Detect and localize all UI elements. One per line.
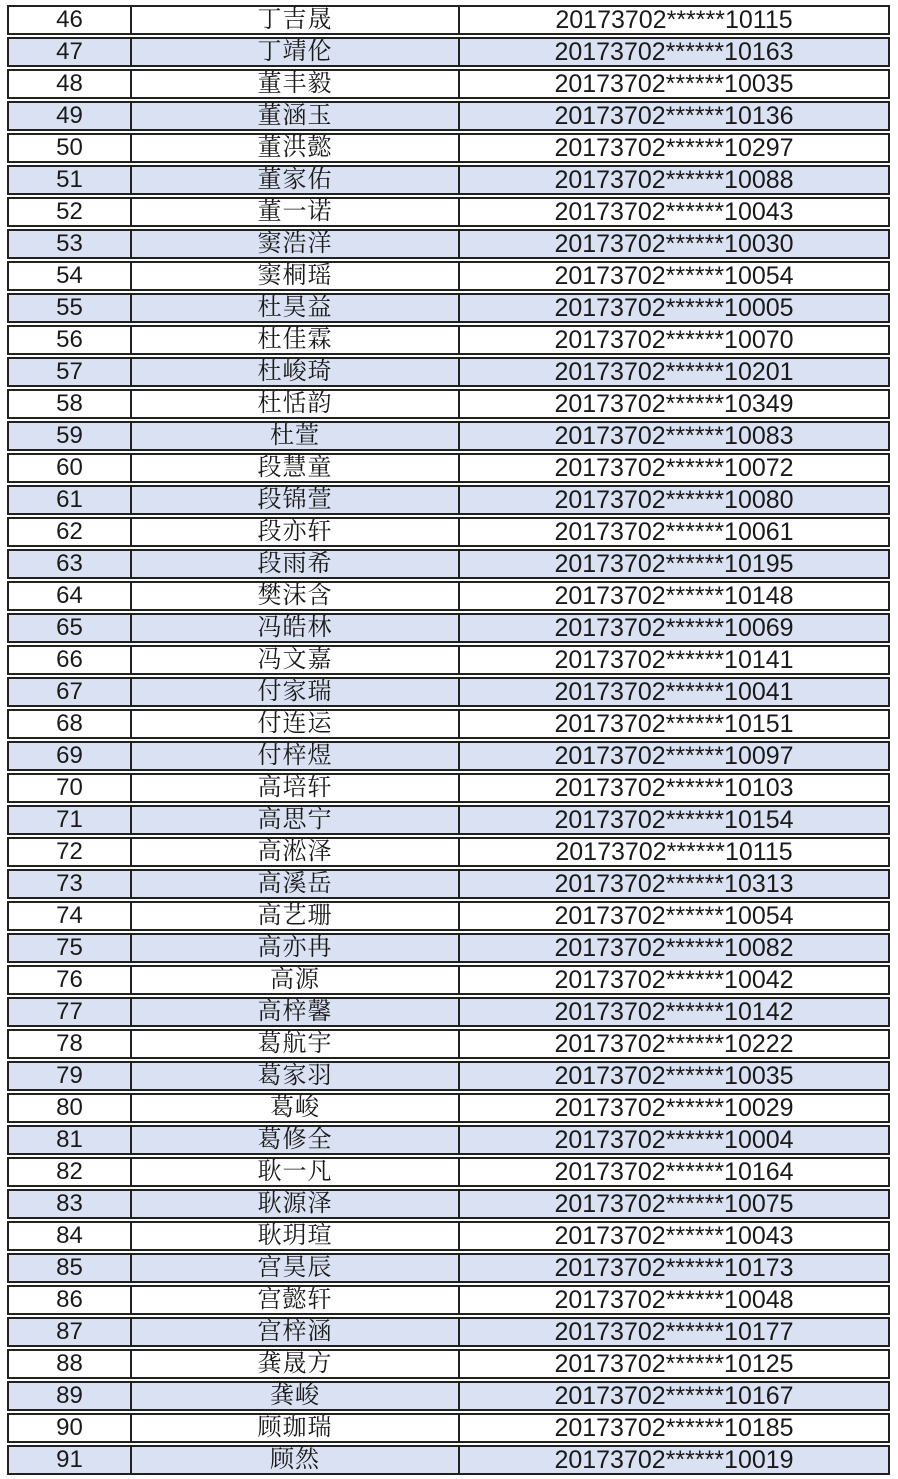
student-id-cell: 20173702******10195 (458, 549, 890, 579)
row-number-cell: 48 (7, 69, 130, 99)
student-id-cell: 20173702******10115 (458, 5, 890, 35)
row-number-cell: 50 (7, 133, 130, 163)
student-id-cell: 20173702******10069 (458, 613, 890, 643)
student-name-cell: 冯文嘉 (130, 645, 458, 675)
row-number-cell: 73 (7, 869, 130, 899)
table-row (7, 613, 890, 643)
row-number-cell: 47 (7, 37, 130, 67)
student-name-cell: 董家佑 (130, 165, 458, 195)
student-id-cell: 20173702******10019 (458, 1445, 890, 1475)
student-id-cell: 20173702******10151 (458, 709, 890, 739)
row-number-cell: 79 (7, 1061, 130, 1091)
student-id-cell: 20173702******10075 (458, 1189, 890, 1219)
row-number-cell: 51 (7, 165, 130, 195)
row-number-cell: 82 (7, 1157, 130, 1187)
table-row (7, 1061, 890, 1091)
student-id-cell: 20173702******10030 (458, 229, 890, 259)
student-name-cell: 段亦轩 (130, 517, 458, 547)
student-id-cell: 20173702******10054 (458, 901, 890, 931)
row-number-cell: 57 (7, 357, 130, 387)
table-row (7, 997, 890, 1027)
student-id-cell: 20173702******10070 (458, 325, 890, 355)
row-number-cell: 80 (7, 1093, 130, 1123)
student-name-cell: 杜佳霖 (130, 325, 458, 355)
table-row (7, 1253, 890, 1283)
student-name-cell: 冯皓林 (130, 613, 458, 643)
student-name-cell: 葛航宇 (130, 1029, 458, 1059)
student-id-cell: 20173702******10173 (458, 1253, 890, 1283)
student-id-cell: 20173702******10097 (458, 741, 890, 771)
student-id-cell: 20173702******10201 (458, 357, 890, 387)
row-number-cell: 62 (7, 517, 130, 547)
student-name-cell: 丁吉晟 (130, 5, 458, 35)
student-name-cell: 葛峻 (130, 1093, 458, 1123)
student-name-cell: 高溪岳 (130, 869, 458, 899)
row-number-cell: 81 (7, 1125, 130, 1155)
student-name-cell: 宫昊辰 (130, 1253, 458, 1283)
table-row (7, 1093, 890, 1123)
row-number-cell: 75 (7, 933, 130, 963)
student-name-cell: 高淞泽 (130, 837, 458, 867)
student-name-cell: 葛家羽 (130, 1061, 458, 1091)
student-id-cell: 20173702******10035 (458, 69, 890, 99)
table-row (7, 389, 890, 419)
table-row (7, 869, 890, 899)
table-row (7, 133, 890, 163)
row-number-cell: 90 (7, 1413, 130, 1443)
row-number-cell: 74 (7, 901, 130, 931)
row-number-cell: 77 (7, 997, 130, 1027)
student-name-cell: 杜恬韵 (130, 389, 458, 419)
student-id-cell: 20173702******10083 (458, 421, 890, 451)
student-id-cell: 20173702******10167 (458, 1381, 890, 1411)
student-name-cell: 付梓煜 (130, 741, 458, 771)
row-number-cell: 60 (7, 453, 130, 483)
table-row (7, 933, 890, 963)
student-id-cell: 20173702******10148 (458, 581, 890, 611)
student-name-cell: 付家瑞 (130, 677, 458, 707)
row-number-cell: 72 (7, 837, 130, 867)
student-name-cell: 耿一凡 (130, 1157, 458, 1187)
table-row (7, 1413, 890, 1443)
student-name-cell: 董丰毅 (130, 69, 458, 99)
row-number-cell: 71 (7, 805, 130, 835)
student-id-cell: 20173702******10061 (458, 517, 890, 547)
student-name-cell: 丁靖伦 (130, 37, 458, 67)
student-roster-table (7, 5, 890, 1475)
student-id-cell: 20173702******10154 (458, 805, 890, 835)
row-number-cell: 85 (7, 1253, 130, 1283)
student-id-cell: 20173702******10297 (458, 133, 890, 163)
row-number-cell: 49 (7, 101, 130, 131)
row-number-cell: 76 (7, 965, 130, 995)
table-row (7, 37, 890, 67)
table-row (7, 741, 890, 771)
table-row (7, 901, 890, 931)
row-number-cell: 68 (7, 709, 130, 739)
table-row (7, 677, 890, 707)
row-number-cell: 89 (7, 1381, 130, 1411)
row-number-cell: 91 (7, 1445, 130, 1475)
student-id-cell: 20173702******10072 (458, 453, 890, 483)
student-id-cell: 20173702******10185 (458, 1413, 890, 1443)
student-name-cell: 董涵玉 (130, 101, 458, 131)
student-name-cell: 段慧童 (130, 453, 458, 483)
table-row (7, 421, 890, 451)
student-name-cell: 高梓馨 (130, 997, 458, 1027)
table-row (7, 1125, 890, 1155)
table-row (7, 709, 890, 739)
student-name-cell: 窦桐瑶 (130, 261, 458, 291)
table-row (7, 645, 890, 675)
row-number-cell: 87 (7, 1317, 130, 1347)
table-row (7, 293, 890, 323)
table-row (7, 549, 890, 579)
table-row (7, 837, 890, 867)
student-name-cell: 付连运 (130, 709, 458, 739)
student-name-cell: 耿源泽 (130, 1189, 458, 1219)
student-name-cell: 董一诺 (130, 197, 458, 227)
row-number-cell: 67 (7, 677, 130, 707)
student-id-cell: 20173702******10029 (458, 1093, 890, 1123)
table-row (7, 965, 890, 995)
student-id-cell: 20173702******10035 (458, 1061, 890, 1091)
student-id-cell: 20173702******10043 (458, 1221, 890, 1251)
table-row (7, 261, 890, 291)
table-row (7, 1349, 890, 1379)
table-row (7, 1381, 890, 1411)
student-id-cell: 20173702******10115 (458, 837, 890, 867)
table-row (7, 197, 890, 227)
student-name-cell: 耿玥瑄 (130, 1221, 458, 1251)
student-id-cell: 20173702******10103 (458, 773, 890, 803)
table-row (7, 165, 890, 195)
row-number-cell: 56 (7, 325, 130, 355)
student-name-cell: 顾珈瑞 (130, 1413, 458, 1443)
row-number-cell: 61 (7, 485, 130, 515)
row-number-cell: 78 (7, 1029, 130, 1059)
row-number-cell: 54 (7, 261, 130, 291)
student-id-cell: 20173702******10349 (458, 389, 890, 419)
student-id-cell: 20173702******10136 (458, 101, 890, 131)
row-number-cell: 65 (7, 613, 130, 643)
table-row (7, 1221, 890, 1251)
student-name-cell: 杜峻琦 (130, 357, 458, 387)
table-row (7, 1189, 890, 1219)
student-id-cell: 20173702******10043 (458, 197, 890, 227)
table-row (7, 1029, 890, 1059)
table-row (7, 229, 890, 259)
student-id-cell: 20173702******10042 (458, 965, 890, 995)
row-number-cell: 59 (7, 421, 130, 451)
student-name-cell: 董洪懿 (130, 133, 458, 163)
row-number-cell: 84 (7, 1221, 130, 1251)
student-id-cell: 20173702******10048 (458, 1285, 890, 1315)
student-id-cell: 20173702******10142 (458, 997, 890, 1027)
student-name-cell: 宫懿轩 (130, 1285, 458, 1315)
student-name-cell: 高源 (130, 965, 458, 995)
student-id-cell: 20173702******10088 (458, 165, 890, 195)
student-name-cell: 宫梓涵 (130, 1317, 458, 1347)
student-name-cell: 葛修全 (130, 1125, 458, 1155)
student-name-cell: 高艺珊 (130, 901, 458, 931)
student-id-cell: 20173702******10005 (458, 293, 890, 323)
student-name-cell: 高培轩 (130, 773, 458, 803)
table-row (7, 69, 890, 99)
student-id-cell: 20173702******10054 (458, 261, 890, 291)
row-number-cell: 86 (7, 1285, 130, 1315)
row-number-cell: 55 (7, 293, 130, 323)
student-id-cell: 20173702******10222 (458, 1029, 890, 1059)
student-id-cell: 20173702******10163 (458, 37, 890, 67)
student-name-cell: 杜昊益 (130, 293, 458, 323)
table-row (7, 805, 890, 835)
row-number-cell: 70 (7, 773, 130, 803)
row-number-cell: 83 (7, 1189, 130, 1219)
student-name-cell: 窦浩洋 (130, 229, 458, 259)
student-name-cell: 高思宁 (130, 805, 458, 835)
row-number-cell: 69 (7, 741, 130, 771)
row-number-cell: 66 (7, 645, 130, 675)
student-name-cell: 杜萱 (130, 421, 458, 451)
row-number-cell: 64 (7, 581, 130, 611)
student-name-cell: 龚峻 (130, 1381, 458, 1411)
student-name-cell: 段锦萱 (130, 485, 458, 515)
table-row (7, 485, 890, 515)
student-id-cell: 20173702******10125 (458, 1349, 890, 1379)
student-name-cell: 顾然 (130, 1445, 458, 1475)
row-number-cell: 58 (7, 389, 130, 419)
student-name-cell: 段雨希 (130, 549, 458, 579)
student-id-cell: 20173702******10080 (458, 485, 890, 515)
student-name-cell: 高亦冉 (130, 933, 458, 963)
table-row (7, 453, 890, 483)
table-row (7, 581, 890, 611)
table-row (7, 1445, 890, 1475)
table-row (7, 1285, 890, 1315)
student-name-cell: 樊沫含 (130, 581, 458, 611)
table-row (7, 1157, 890, 1187)
row-number-cell: 46 (7, 5, 130, 35)
student-id-cell: 20173702******10177 (458, 1317, 890, 1347)
student-id-cell: 20173702******10141 (458, 645, 890, 675)
row-number-cell: 63 (7, 549, 130, 579)
student-id-cell: 20173702******10004 (458, 1125, 890, 1155)
table-row (7, 773, 890, 803)
table-row (7, 357, 890, 387)
table-row (7, 517, 890, 547)
student-id-cell: 20173702******10164 (458, 1157, 890, 1187)
table-row (7, 101, 890, 131)
student-id-cell: 20173702******10313 (458, 869, 890, 899)
row-number-cell: 88 (7, 1349, 130, 1379)
student-id-cell: 20173702******10041 (458, 677, 890, 707)
table-row (7, 5, 890, 35)
student-id-cell: 20173702******10082 (458, 933, 890, 963)
table-row (7, 325, 890, 355)
table-row (7, 1317, 890, 1347)
student-name-cell: 龚晟方 (130, 1349, 458, 1379)
row-number-cell: 52 (7, 197, 130, 227)
row-number-cell: 53 (7, 229, 130, 259)
